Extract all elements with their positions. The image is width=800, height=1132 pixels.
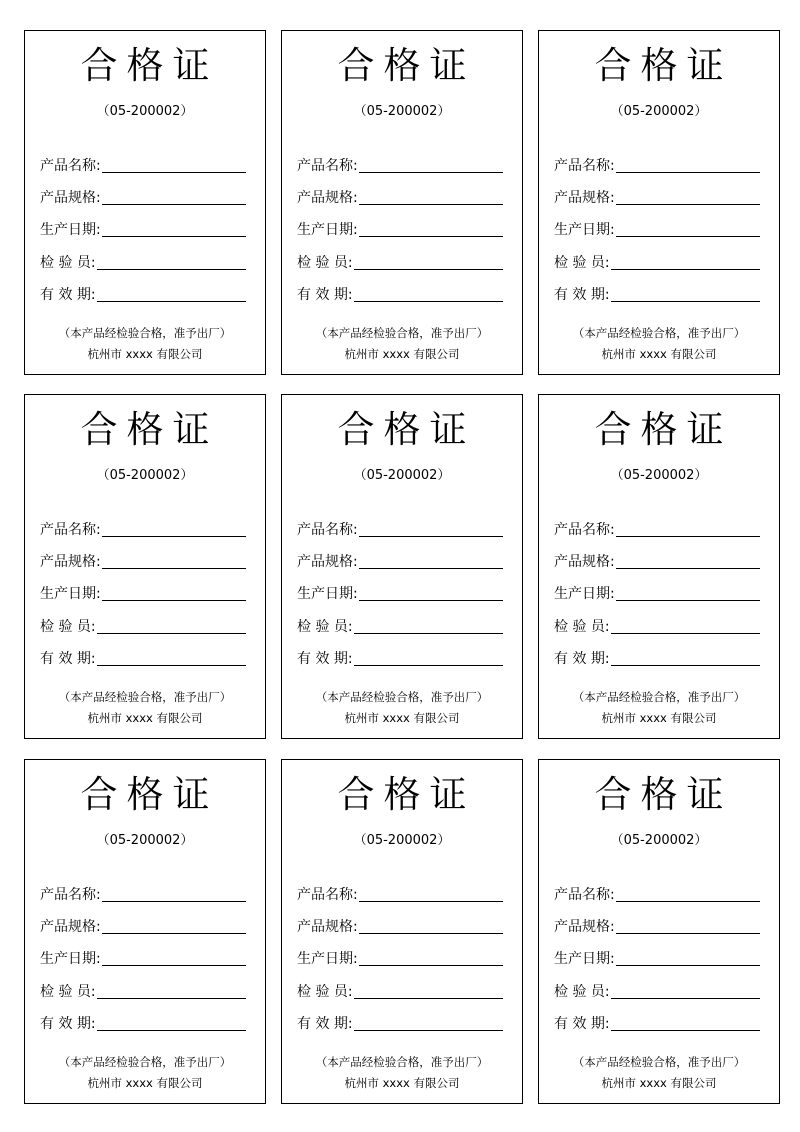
field-production-date <box>554 584 760 604</box>
card-title: 合格证 <box>594 408 733 451</box>
certificate-card-2 <box>281 30 523 375</box>
field-label: 检 验 员: <box>297 255 353 271</box>
field-label: 检 验 员: <box>40 619 96 635</box>
blank-line[interactable] <box>354 998 503 999</box>
certificate-card-5 <box>281 394 523 739</box>
blank-line[interactable] <box>102 568 246 569</box>
field-label: 生产日期: <box>554 951 615 967</box>
blank-line[interactable] <box>354 633 503 634</box>
blank-line[interactable] <box>616 568 760 569</box>
field-label: 产品规格: <box>297 190 358 206</box>
field-inspector <box>40 617 246 637</box>
card-note: （本产品经检验合格，准予出厂） <box>572 690 746 704</box>
card-title: 合格证 <box>80 408 219 451</box>
blank-line[interactable] <box>354 269 503 270</box>
field-production-date <box>40 220 246 240</box>
field-label: 生产日期: <box>554 586 615 602</box>
blank-line[interactable] <box>97 301 246 302</box>
field-label: 产品名称: <box>554 887 615 903</box>
blank-line[interactable] <box>102 933 246 934</box>
blank-line[interactable] <box>611 1030 760 1031</box>
field-product-name <box>297 156 503 176</box>
field-product-name <box>554 885 760 905</box>
field-label: 有 效 期: <box>297 287 353 303</box>
blank-line[interactable] <box>611 998 760 999</box>
blank-line[interactable] <box>359 536 503 537</box>
card-company: 杭州市 xxxx 有限公司 <box>601 1076 717 1090</box>
field-product-name <box>40 885 246 905</box>
blank-line[interactable] <box>102 204 246 205</box>
blank-line[interactable] <box>611 633 760 634</box>
blank-line[interactable] <box>359 568 503 569</box>
field-label: 产品规格: <box>40 554 101 570</box>
card-code: （05-200002） <box>96 833 194 848</box>
field-production-date <box>40 949 246 969</box>
certificate-card-4 <box>24 394 266 739</box>
field-product-name <box>40 156 246 176</box>
field-label: 检 验 员: <box>554 255 610 271</box>
card-note: （本产品经检验合格，准予出厂） <box>315 326 489 340</box>
field-validity <box>554 1014 760 1034</box>
field-validity <box>554 285 760 305</box>
field-product-spec <box>554 188 760 208</box>
card-title: 合格证 <box>337 44 476 87</box>
field-label: 产品规格: <box>554 554 615 570</box>
blank-line[interactable] <box>359 204 503 205</box>
blank-line[interactable] <box>97 633 246 634</box>
field-validity <box>297 649 503 669</box>
card-title: 合格证 <box>337 773 476 816</box>
blank-line[interactable] <box>359 901 503 902</box>
field-inspector <box>297 617 503 637</box>
card-company: 杭州市 xxxx 有限公司 <box>344 711 460 725</box>
blank-line[interactable] <box>102 236 246 237</box>
field-product-spec <box>297 552 503 572</box>
field-label: 有 效 期: <box>40 651 96 667</box>
certificate-card-8 <box>281 759 523 1104</box>
blank-line[interactable] <box>359 236 503 237</box>
field-label: 检 验 员: <box>40 984 96 1000</box>
certificate-card-1 <box>24 30 266 375</box>
certificate-card-7 <box>24 759 266 1104</box>
field-production-date <box>554 949 760 969</box>
card-code: （05-200002） <box>96 104 194 119</box>
blank-line[interactable] <box>616 600 760 601</box>
card-code: （05-200002） <box>353 468 451 483</box>
field-label: 生产日期: <box>297 951 358 967</box>
blank-line[interactable] <box>359 933 503 934</box>
card-note: （本产品经检验合格，准予出厂） <box>572 1055 746 1069</box>
field-production-date <box>297 584 503 604</box>
card-title: 合格证 <box>80 44 219 87</box>
blank-line[interactable] <box>616 536 760 537</box>
field-label: 产品规格: <box>554 919 615 935</box>
field-label: 检 验 员: <box>554 619 610 635</box>
blank-line[interactable] <box>611 301 760 302</box>
field-validity <box>40 1014 246 1034</box>
field-label: 生产日期: <box>297 222 358 238</box>
blank-line[interactable] <box>97 998 246 999</box>
field-label: 检 验 员: <box>297 619 353 635</box>
blank-line[interactable] <box>616 204 760 205</box>
field-product-name <box>554 520 760 540</box>
field-label: 检 验 员: <box>40 255 96 271</box>
card-title: 合格证 <box>594 773 733 816</box>
field-label: 产品规格: <box>297 919 358 935</box>
card-company: 杭州市 xxxx 有限公司 <box>87 347 203 361</box>
field-label: 产品名称: <box>297 158 358 174</box>
field-label: 检 验 员: <box>297 984 353 1000</box>
field-label: 有 效 期: <box>554 287 610 303</box>
field-label: 生产日期: <box>40 222 101 238</box>
blank-line[interactable] <box>611 269 760 270</box>
field-validity <box>297 285 503 305</box>
field-product-name <box>297 520 503 540</box>
card-code: （05-200002） <box>610 104 708 119</box>
blank-line[interactable] <box>359 172 503 173</box>
blank-line[interactable] <box>359 600 503 601</box>
field-label: 产品名称: <box>297 887 358 903</box>
field-label: 检 验 员: <box>554 984 610 1000</box>
blank-line[interactable] <box>354 665 503 666</box>
field-inspector <box>554 982 760 1002</box>
field-label: 有 效 期: <box>297 651 353 667</box>
field-label: 产品名称: <box>554 158 615 174</box>
field-label: 生产日期: <box>554 222 615 238</box>
field-production-date <box>297 949 503 969</box>
field-inspector <box>40 982 246 1002</box>
field-label: 有 效 期: <box>554 651 610 667</box>
field-label: 有 效 期: <box>554 1016 610 1032</box>
blank-line[interactable] <box>616 933 760 934</box>
field-label: 产品规格: <box>40 919 101 935</box>
field-production-date <box>297 220 503 240</box>
card-code: （05-200002） <box>96 468 194 483</box>
blank-line[interactable] <box>102 536 246 537</box>
blank-line[interactable] <box>97 665 246 666</box>
card-company: 杭州市 xxxx 有限公司 <box>87 711 203 725</box>
field-label: 产品规格: <box>40 190 101 206</box>
card-company: 杭州市 xxxx 有限公司 <box>87 1076 203 1090</box>
field-product-spec <box>297 917 503 937</box>
blank-line[interactable] <box>97 1030 246 1031</box>
blank-line[interactable] <box>102 172 246 173</box>
certificate-card-3 <box>538 30 780 375</box>
field-validity <box>297 1014 503 1034</box>
field-label: 产品名称: <box>40 887 101 903</box>
blank-line[interactable] <box>616 901 760 902</box>
field-label: 产品规格: <box>297 554 358 570</box>
blank-line[interactable] <box>102 965 246 966</box>
field-product-name <box>40 520 246 540</box>
field-label: 产品规格: <box>554 190 615 206</box>
certificate-card-6 <box>538 394 780 739</box>
card-code: （05-200002） <box>610 833 708 848</box>
card-title: 合格证 <box>337 408 476 451</box>
blank-line[interactable] <box>611 665 760 666</box>
field-validity <box>554 649 760 669</box>
certificate-card-9 <box>538 759 780 1104</box>
field-product-spec <box>297 188 503 208</box>
field-label: 生产日期: <box>297 586 358 602</box>
field-label: 生产日期: <box>40 951 101 967</box>
card-code: （05-200002） <box>353 104 451 119</box>
field-label: 生产日期: <box>40 586 101 602</box>
blank-line[interactable] <box>102 600 246 601</box>
field-label: 产品名称: <box>40 522 101 538</box>
card-note: （本产品经检验合格，准予出厂） <box>58 1055 232 1069</box>
card-note: （本产品经检验合格，准予出厂） <box>58 690 232 704</box>
card-title: 合格证 <box>594 44 733 87</box>
field-inspector <box>40 253 246 273</box>
card-note: （本产品经检验合格，准予出厂） <box>58 326 232 340</box>
card-code: （05-200002） <box>353 833 451 848</box>
field-inspector <box>554 253 760 273</box>
field-label: 有 效 期: <box>297 1016 353 1032</box>
blank-line[interactable] <box>359 965 503 966</box>
card-note: （本产品经检验合格，准予出厂） <box>315 690 489 704</box>
blank-line[interactable] <box>354 1030 503 1031</box>
field-production-date <box>40 584 246 604</box>
field-validity <box>40 649 246 669</box>
field-validity <box>40 285 246 305</box>
blank-line[interactable] <box>354 301 503 302</box>
field-product-name <box>554 156 760 176</box>
field-label: 产品名称: <box>297 522 358 538</box>
field-label: 产品名称: <box>554 522 615 538</box>
card-title: 合格证 <box>80 773 219 816</box>
field-inspector <box>297 253 503 273</box>
field-product-spec <box>40 917 246 937</box>
field-product-spec <box>554 917 760 937</box>
blank-line[interactable] <box>97 269 246 270</box>
field-product-spec <box>40 188 246 208</box>
field-production-date <box>554 220 760 240</box>
card-company: 杭州市 xxxx 有限公司 <box>601 347 717 361</box>
field-label: 产品名称: <box>40 158 101 174</box>
field-inspector <box>554 617 760 637</box>
field-product-spec <box>554 552 760 572</box>
card-company: 杭州市 xxxx 有限公司 <box>601 711 717 725</box>
field-product-spec <box>40 552 246 572</box>
card-code: （05-200002） <box>610 468 708 483</box>
card-note: （本产品经检验合格，准予出厂） <box>572 326 746 340</box>
blank-line[interactable] <box>102 901 246 902</box>
card-company: 杭州市 xxxx 有限公司 <box>344 1076 460 1090</box>
card-note: （本产品经检验合格，准予出厂） <box>315 1055 489 1069</box>
blank-line[interactable] <box>616 172 760 173</box>
blank-line[interactable] <box>616 236 760 237</box>
field-label: 有 效 期: <box>40 287 96 303</box>
field-label: 有 效 期: <box>40 1016 96 1032</box>
card-company: 杭州市 xxxx 有限公司 <box>344 347 460 361</box>
field-product-name <box>297 885 503 905</box>
field-inspector <box>297 982 503 1002</box>
blank-line[interactable] <box>616 965 760 966</box>
